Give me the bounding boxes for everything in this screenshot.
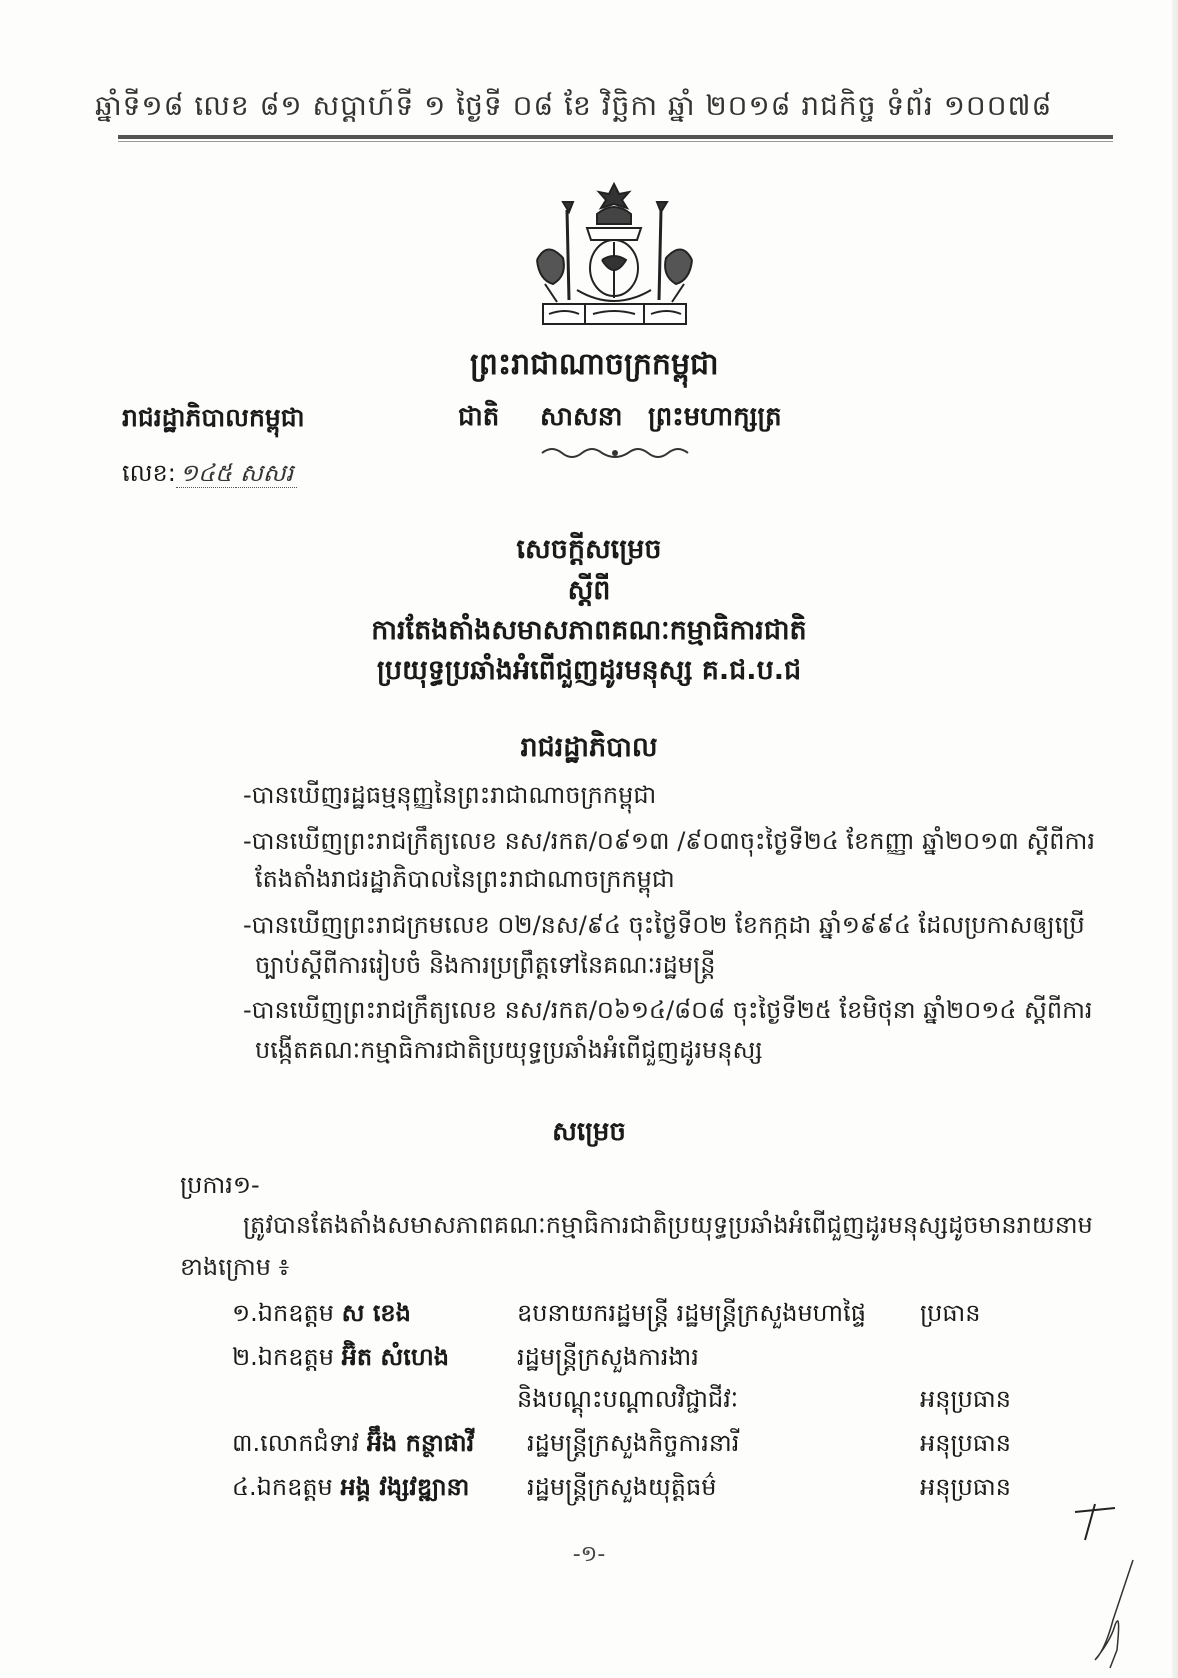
consideration-3-cont: ច្បាប់ស្តីពីការរៀបចំ និងការប្រព្រឹត្តទៅនៃគណៈរដ្ឋមន្ត្រី <box>255 951 716 979</box>
decision-number <box>122 458 297 493</box>
article-1-text-cont: ខាងក្រោម ៖ <box>180 1253 290 1281</box>
page-number: -១- <box>572 1542 606 1567</box>
consideration-4-cont: បង្កើតគណៈកម្មាធិការជាតិប្រយុទ្ធប្រឆាំងអំពើជួញដូរមនុស្ស <box>255 1036 763 1064</box>
scan-edge <box>1172 0 1178 1678</box>
member-1-position: ឧបនាយករដ្ឋមន្ត្រី រដ្ឋមន្ត្រីក្រសួងមហាផ្ទៃ <box>517 1299 866 1327</box>
decided-heading: សម្រេច <box>552 1117 626 1147</box>
decision-number-label: លេខ: <box>122 459 176 487</box>
member-2-position: រដ្ឋមន្ត្រីក្រសួងការងារ <box>517 1343 699 1371</box>
article-1-label: ប្រការ១- <box>180 1171 260 1199</box>
member-name: អង្គ វង្សវឌ្ឍានា <box>340 1473 470 1501</box>
header-rule <box>118 135 1113 139</box>
motto-religion: សាសនា <box>540 402 623 432</box>
decision-number-value: ១៤៥ <box>176 459 236 488</box>
header-rule-thin <box>118 141 1113 142</box>
member-title: ៤.ឯកឧត្តម <box>232 1473 333 1501</box>
government-heading: រាជរដ្ឋាភិបាល <box>520 732 658 763</box>
issuer-name: រាជរដ្ឋាភិបាលកម្ពុជា <box>122 403 305 432</box>
title-about: ស្តីពី <box>567 575 611 606</box>
member-name: អ៊ិត សំហេង <box>341 1343 449 1371</box>
motto-king: ព្រះមហាក្សត្រ <box>648 402 782 432</box>
title-subject-2: ប្រយុទ្ធប្រឆាំងអំពើជួញដូរមនុស្ស គ.ជ.ប.ជ <box>376 655 802 686</box>
member-title: ១.ឯកឧត្តម <box>232 1299 334 1327</box>
consideration-1: -បានឃើញរដ្ឋធម្មនុញ្ញនៃព្រះរាជាណាចក្រកម្ពុជា <box>243 781 657 809</box>
member-1-name <box>232 1298 411 1333</box>
royal-emblem-icon <box>527 180 702 330</box>
ornament-divider-icon <box>540 445 690 461</box>
member-title: ២.ឯកឧត្តម <box>232 1343 334 1371</box>
kingdom-name: ព្រះរាជាណាចក្រកម្ពុជា <box>470 347 719 382</box>
member-2-role: អនុប្រធាន <box>920 1385 1011 1413</box>
member-2-name <box>232 1342 449 1377</box>
member-3-position: រដ្ឋមន្ត្រីក្រសួងកិច្ចការនារី <box>527 1429 740 1457</box>
member-3-role: អនុប្រធាន <box>920 1429 1011 1457</box>
gazette-header: ឆ្នាំទី១៨ លេខ ៨១ សប្តាហ៍ទី ១ ថ្ងៃទី ០៨ ខែ វិច្ឆិកា ឆ្នាំ ២០១៨ រាជកិច្ច ទំព័រ ១០០៧៨ <box>95 89 1053 122</box>
motto-nation: ជាតិ <box>458 402 500 432</box>
member-4-name <box>232 1472 469 1507</box>
consideration-2: -បានឃើញព្រះរាជក្រឹត្យលេខ នស/រកត/០៩១៣ /៩០៣ចុះថ្ងៃទី២៤ ខែកញ្ញា ឆ្នាំ២០១៣ ស្តីពីការ <box>243 827 1095 855</box>
member-4-position: រដ្ឋមន្ត្រីក្រសួងយុត្តិធម៌ <box>527 1473 717 1501</box>
member-2-position-cont: និងបណ្តុះបណ្តាលវិជ្ជាជីវៈ <box>517 1385 739 1413</box>
consideration-3: -បានឃើញព្រះរាជក្រមលេខ ០២/នស/៩៤ ចុះថ្ងៃទី០២ ខែកក្កដា ឆ្នាំ១៩៩៤ ដែលប្រកាសឲ្យប្រើ <box>243 911 1085 939</box>
initials-signature-icon <box>1055 1500 1165 1670</box>
member-name: ស ខេង <box>341 1299 411 1327</box>
member-title: ៣.លោកជំទាវ <box>232 1429 360 1457</box>
consideration-2-cont: តែងតាំងរាជរដ្ឋាភិបាលនៃព្រះរាជាណាចក្រកម្ពុជា <box>255 865 675 893</box>
consideration-4: -បានឃើញព្រះរាជក្រឹត្យលេខ នស/រកត/០៦១៤/៨០៨ ចុះថ្ងៃទី២៥ ខែមិថុនា ឆ្នាំ២០១៤ ស្តីពីការ <box>243 996 1093 1024</box>
member-name: អ៊ឹង កន្ថាផាវី <box>366 1429 475 1457</box>
decision-number-suffix: សសរ <box>236 459 297 488</box>
title-subject-1: ការតែងតាំងសមាសភាពគណៈកម្មាធិការជាតិ <box>371 615 807 646</box>
member-3-name <box>232 1428 474 1463</box>
member-4-role: អនុប្រធាន <box>920 1473 1011 1501</box>
article-1-text: ត្រូវបានតែងតាំងសមាសភាពគណៈកម្មាធិការជាតិប្រយុទ្ធប្រឆាំងអំពើជួញដូរមនុស្សដូចមានរាយនាម <box>243 1211 1093 1239</box>
member-1-role: ប្រធាន <box>920 1299 981 1327</box>
document-type: សេចក្តីសម្រេច <box>516 534 662 565</box>
